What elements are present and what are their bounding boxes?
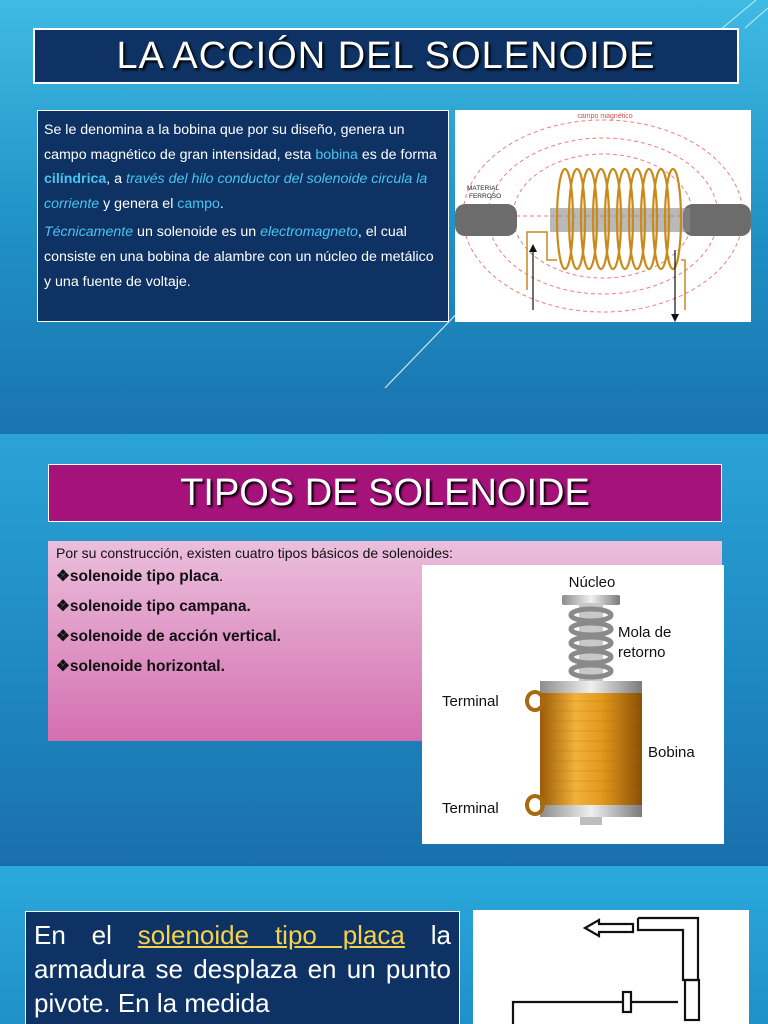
- text-segment: un solenoide es un: [133, 224, 261, 241]
- text-segment: y genera el: [99, 195, 178, 212]
- highlight-traves: través del hilo conductor del solenoide circula la corriente: [44, 171, 428, 212]
- list-item-text: solenoide horizontal.: [69, 658, 225, 675]
- tipo-placa-paragraph: [25, 911, 460, 1024]
- right-core-rod: [683, 204, 751, 236]
- text-segment: la armadura se desplaza en un punto pivote. En la medida: [34, 920, 451, 1018]
- description-box: [37, 110, 449, 322]
- diamond-bullet-icon: ❖: [56, 628, 70, 645]
- diamond-bullet-icon: ❖: [56, 598, 70, 615]
- highlight-tecnicamente: Técnicamente: [44, 224, 134, 241]
- left-core-rod: [455, 204, 517, 236]
- armature: [638, 918, 698, 980]
- text-segment: es de forma: [357, 146, 437, 163]
- slide-tipo-placa: [0, 866, 768, 1024]
- slide-tipos-solenoide: [0, 434, 768, 866]
- diamond-bullet-icon: ❖: [56, 568, 70, 585]
- description-paragraph-1: [44, 118, 442, 216]
- label-material-2: FERROSO: [469, 193, 502, 200]
- label-nucleo: Núcleo: [568, 574, 616, 591]
- list-item-suffix: .: [218, 568, 224, 585]
- text-segment: , el cual consiste en una bobina de alambre con un núcleo de metálico y una fuente de voltaje.: [44, 224, 434, 290]
- solenoid-field-illustration: [455, 110, 751, 322]
- tipo-placa-diagram: [473, 910, 749, 1024]
- coil-body: [540, 693, 642, 805]
- label-material-1: MATERIAL: [467, 185, 500, 192]
- description-paragraph-2: [44, 220, 442, 294]
- slide-accion-solenoide: [0, 0, 768, 434]
- highlight-electromagneto: electromagneto: [260, 224, 358, 241]
- solenoid-parts-illustration: [422, 565, 724, 844]
- types-intro: Por su construcción, existen cuatro tipos básicos de solenoides:: [56, 545, 453, 561]
- label-terminal-bottom: Terminal: [442, 800, 499, 817]
- label-mola-2: retorno: [618, 644, 666, 661]
- label-bobina: Bobina: [648, 744, 695, 761]
- text-segment: .: [219, 195, 224, 212]
- list-item-text: solenoide de acción vertical.: [69, 628, 281, 645]
- label-campo: campo magnético: [577, 113, 633, 120]
- link-solenoide-tipo-placa[interactable]: solenoide tipo placa: [137, 920, 405, 950]
- highlight-bobina: bobina: [315, 146, 358, 163]
- list-item-text: solenoide tipo placa: [69, 568, 219, 585]
- text-segment: , a: [106, 171, 127, 188]
- label-terminal-top: Terminal: [442, 693, 499, 710]
- label-mola-1: Mola de: [618, 624, 672, 641]
- highlight-cilindrica: cilíndrica: [44, 171, 107, 188]
- text-segment: En el: [34, 920, 138, 950]
- highlight-campo: campo: [177, 195, 220, 212]
- text-segment: Se le denomina a la bobina que por su diseño, genera un campo magnético de gran intensidad, esta: [44, 122, 405, 163]
- left-arrow-icon: [585, 920, 633, 936]
- diamond-bullet-icon: ❖: [56, 658, 70, 675]
- list-item-text: solenoide tipo campana.: [69, 598, 251, 615]
- slide-title: TIPOS DE SOLENOIDE: [48, 464, 722, 522]
- slide-title: LA ACCIÓN DEL SOLENOIDE: [33, 28, 739, 84]
